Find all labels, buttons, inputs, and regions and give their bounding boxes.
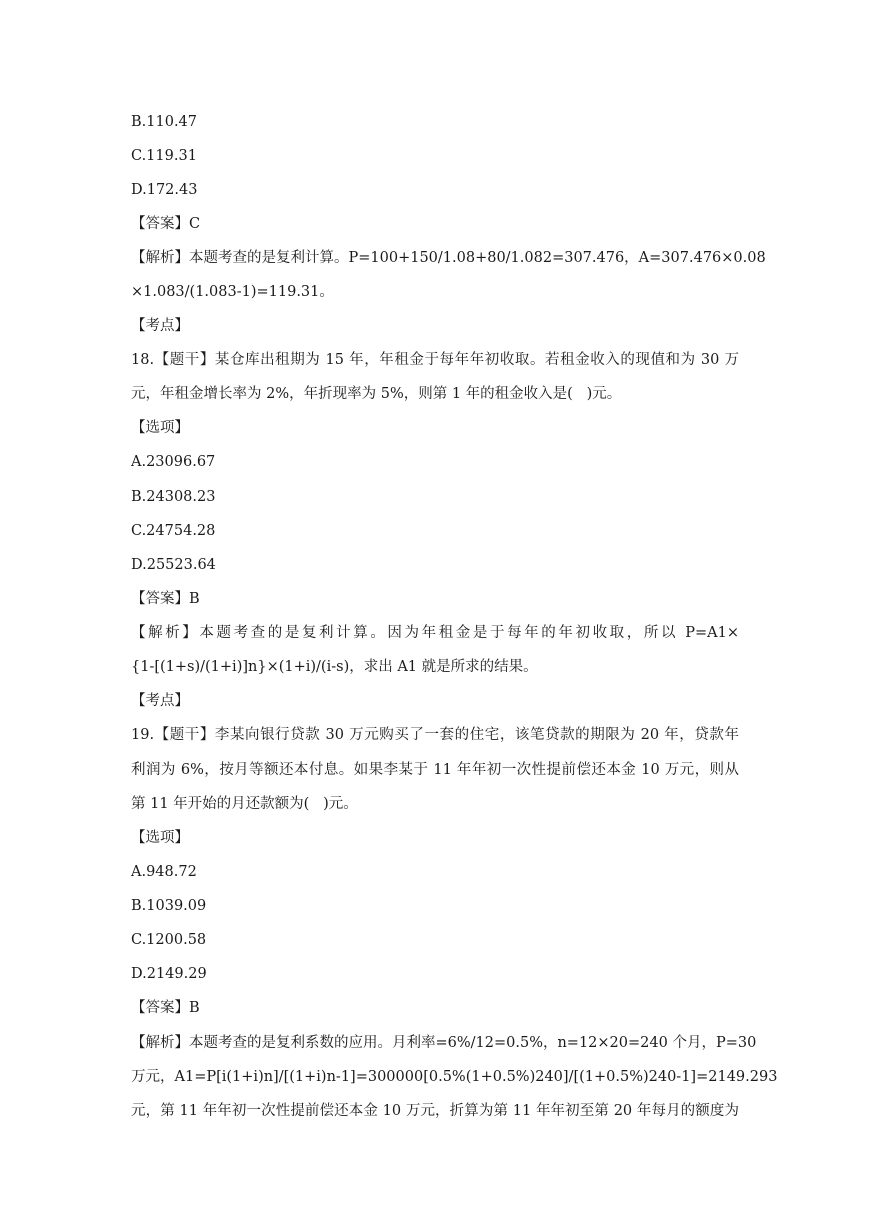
q18-stem-line-2: 元，年租金增长率为 2%，年折现率为 5%，则第 1 年的租金收入是( )元。 <box>131 386 622 402</box>
q19-options-header: 【选项】 <box>131 830 189 846</box>
q17-option-b: B.110.47 <box>131 114 198 130</box>
q18-stem-line-1: 18.【题干】某仓库出租期为 15 年，年租金于每年年初收取。若租金收入的现值和为 30 万 <box>131 352 739 368</box>
q19-option-d: D.2149.29 <box>131 966 207 982</box>
q19-stem-line-3: 第 11 年开始的月还款额为( )元。 <box>131 796 358 812</box>
q19-analysis-line-2: 万元，A1=P[i(1+i)n]/[(1+i)n-1]=300000[0.5%(1+0.5%)240]/[(1+0.5%)240-1]=2149.293 <box>131 1069 778 1085</box>
q17-point: 【考点】 <box>131 318 189 334</box>
q18-analysis-line-2: {1-[(1+s)/(1+i)]n}×(1+i)/(i-s)，求出 A1 就是所求的结果。 <box>131 659 538 675</box>
q18-option-d: D.25523.64 <box>131 557 216 573</box>
q19-option-b: B.1039.09 <box>131 898 207 914</box>
q19-stem-line-1: 19.【题干】李某向银行贷款 30 万元购买了一套的住宅，该笔贷款的期限为 20 年，贷款年 <box>131 727 739 743</box>
q18-answer: 【答案】B <box>131 591 200 607</box>
q19-analysis-line-1: 【解析】本题考查的是复利系数的应用。月利率=6%/12=0.5%，n=12×20=240 个月，P=30 <box>131 1035 757 1051</box>
q19-stem-line-2: 利润为 6%，按月等额还本付息。如果李某于 11 年年初一次性提前偿还本金 10 万元，则从 <box>131 762 739 778</box>
q18-option-a: A.23096.67 <box>131 454 216 470</box>
q19-option-c: C.1200.58 <box>131 932 207 948</box>
q19-analysis-line-3: 元，第 11 年年初一次性提前偿还本金 10 万元，折算为第 11 年年初至第 20 年每月的额度为 <box>131 1103 739 1119</box>
q17-analysis-line-2: ×1.083/(1.083-1)=119.31。 <box>131 284 334 300</box>
q19-answer: 【答案】B <box>131 1000 200 1016</box>
q17-answer: 【答案】C <box>131 216 201 232</box>
q18-point: 【考点】 <box>131 693 189 709</box>
q18-option-b: B.24308.23 <box>131 489 216 505</box>
q17-option-c: C.119.31 <box>131 148 197 164</box>
q18-option-c: C.24754.28 <box>131 523 216 539</box>
q19-option-a: A.948.72 <box>131 864 197 880</box>
q17-analysis-line-1: 【解析】本题考查的是复利计算。P=100+150/1.08+80/1.082=307.476，A=307.476×0.08 <box>131 250 766 266</box>
q18-options-header: 【选项】 <box>131 420 189 436</box>
q18-analysis-line-1: 【解析】本题考查的是复利计算。因为年租金是于每年的年初收取，所以 P=A1× <box>131 625 739 641</box>
q17-option-d: D.172.43 <box>131 182 198 198</box>
